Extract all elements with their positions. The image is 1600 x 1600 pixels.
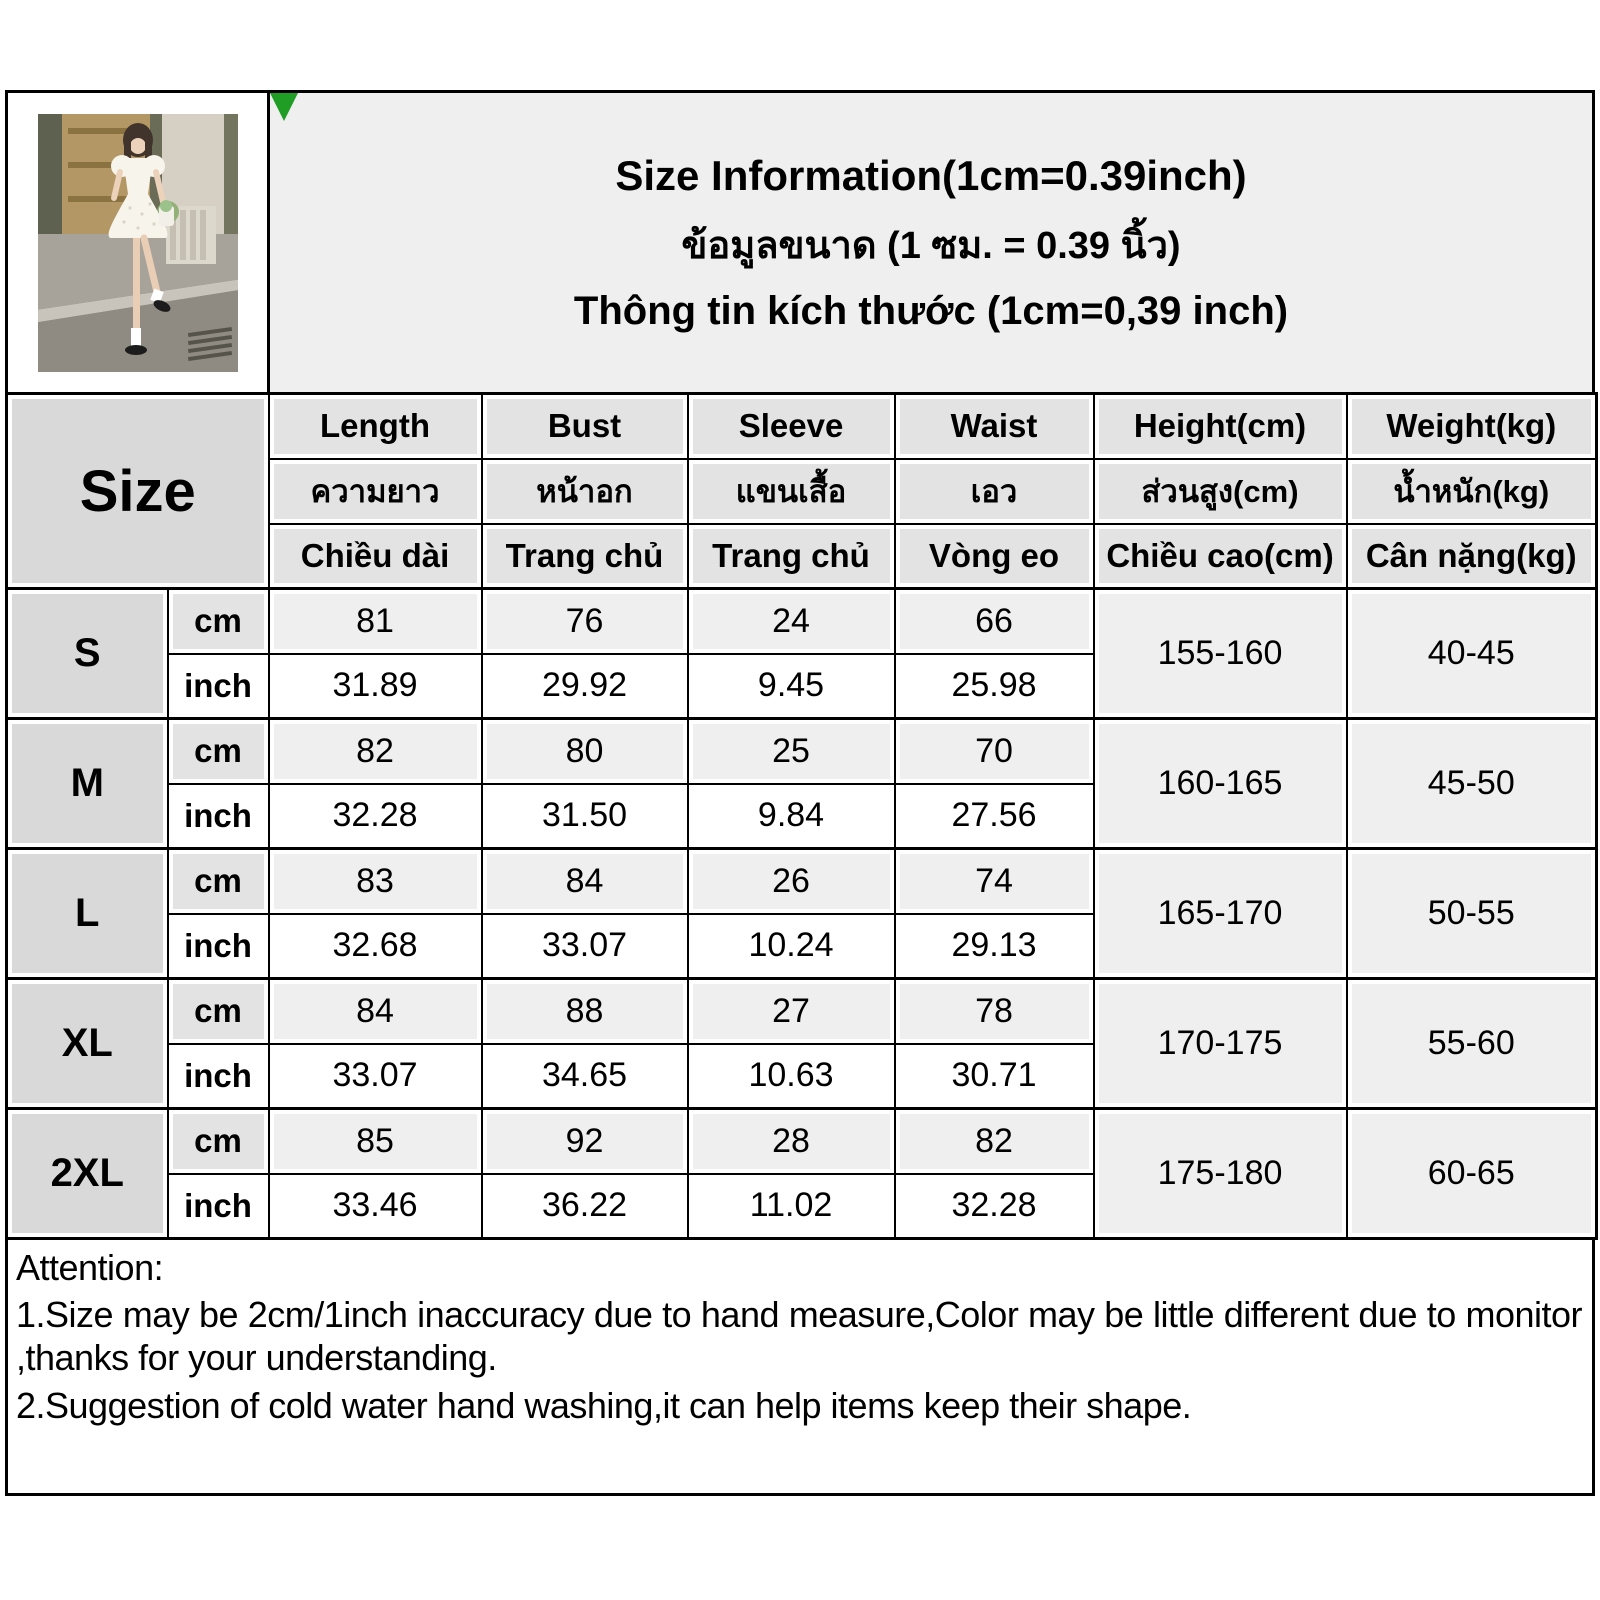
cell-xl-cm-bust: 88 (482, 979, 688, 1044)
row-2xl-cm (7, 1109, 1597, 1174)
size-label-s: S (7, 589, 168, 719)
cell-2xl-inch-sleeve: 11.02 (688, 1174, 895, 1239)
title-thai: ข้อมูลขนาด (1 ซม. = 0.39 นิ้ว) (681, 224, 1181, 267)
cell-xl-weight: 55-60 (1347, 979, 1597, 1109)
header-length-vi: Chiều dài (269, 524, 482, 589)
cell-m-height: 160-165 (1094, 719, 1347, 849)
cell-xl-inch-bust: 34.65 (482, 1044, 688, 1109)
unit-2xl-inch: inch (168, 1174, 269, 1239)
cell-l-cm-bust: 84 (482, 849, 688, 914)
cell-l-inch-bust: 33.07 (482, 914, 688, 979)
title-english: Size Information(1cm=0.39inch) (615, 151, 1247, 199)
header-height-th: ส่วนสูง(cm) (1094, 459, 1347, 524)
header-weight-vi: Cân nặng(kg) (1347, 524, 1597, 589)
row-s-cm (7, 589, 1597, 654)
cell-l-cm-sleeve: 26 (688, 849, 895, 914)
header-height-vi: Chiều cao(cm) (1094, 524, 1347, 589)
cell-2xl-cm-bust: 92 (482, 1109, 688, 1174)
cell-m-inch-bust: 31.50 (482, 784, 688, 849)
cell-m-inch-waist: 27.56 (895, 784, 1094, 849)
size-chart-frame (5, 90, 1595, 1496)
cell-l-weight: 50-55 (1347, 849, 1597, 979)
cell-s-weight: 40-45 (1347, 589, 1597, 719)
header-waist-th: เอว (895, 459, 1094, 524)
header-weight-th: น้ำหนัก(kg) (1347, 459, 1597, 524)
header-bust-vi: Trang chủ (482, 524, 688, 589)
cell-l-height: 165-170 (1094, 849, 1347, 979)
unit-xl-cm: cm (168, 979, 269, 1044)
cell-m-cm-sleeve: 25 (688, 719, 895, 784)
cell-m-cm-bust: 80 (482, 719, 688, 784)
cell-xl-inch-sleeve: 10.63 (688, 1044, 895, 1109)
header-sleeve-en: Sleeve (688, 394, 895, 459)
cell-2xl-weight: 60-65 (1347, 1109, 1597, 1239)
header-waist-en: Waist (895, 394, 1094, 459)
cell-s-height: 155-160 (1094, 589, 1347, 719)
cell-2xl-cm-waist: 82 (895, 1109, 1094, 1174)
unit-m-inch: inch (168, 784, 269, 849)
unit-xl-inch: inch (168, 1044, 269, 1109)
header-waist-vi: Vòng eo (895, 524, 1094, 589)
header-bust-en: Bust (482, 394, 688, 459)
cell-xl-cm-length: 84 (269, 979, 482, 1044)
attention-note-1: 1.Size may be 2cm/1inch inaccuracy due to hand measure,Color may be little different due to monitor ,thanks for your understanding. (16, 1294, 1582, 1379)
cell-l-inch-waist: 29.13 (895, 914, 1094, 979)
header-length-th: ความยาว (269, 459, 482, 524)
size-corner-cell (7, 394, 269, 589)
row-l-cm (7, 849, 1597, 914)
cell-m-weight: 45-50 (1347, 719, 1597, 849)
unit-s-cm: cm (168, 589, 269, 654)
product-photo (38, 114, 238, 372)
size-label-2xl: 2XL (7, 1109, 168, 1239)
size-label-xl: XL (7, 979, 168, 1109)
cell-2xl-cm-length: 85 (269, 1109, 482, 1174)
cell-m-cm-length: 82 (269, 719, 482, 784)
unit-s-inch: inch (168, 654, 269, 719)
cell-s-inch-waist: 25.98 (895, 654, 1094, 719)
attention-heading: Attention: (16, 1247, 164, 1288)
size-table (5, 392, 1598, 1240)
cell-xl-cm-waist: 78 (895, 979, 1094, 1044)
cell-2xl-inch-length: 33.46 (269, 1174, 482, 1239)
unit-m-cm: cm (168, 719, 269, 784)
photo-cell (8, 93, 270, 392)
size-label-m: M (7, 719, 168, 849)
cell-s-cm-waist: 66 (895, 589, 1094, 654)
title-cell (270, 93, 1592, 392)
cell-xl-inch-length: 33.07 (269, 1044, 482, 1109)
size-label-l: L (7, 849, 168, 979)
cell-s-cm-bust: 76 (482, 589, 688, 654)
cell-s-cm-length: 81 (269, 589, 482, 654)
cell-m-inch-length: 32.28 (269, 784, 482, 849)
unit-2xl-cm: cm (168, 1109, 269, 1174)
cell-s-inch-length: 31.89 (269, 654, 482, 719)
title-vietnamese: Thông tin kích thước (1cm=0,39 inch) (573, 288, 1289, 333)
top-section (5, 90, 1595, 392)
attention-note-2: 2.Suggestion of cold water hand washing,it can help items keep their shape. (16, 1384, 1192, 1426)
cell-m-inch-sleeve: 9.84 (688, 784, 895, 849)
row-xl-cm (7, 979, 1597, 1044)
header-height-en: Height(cm) (1094, 394, 1347, 459)
cell-s-inch-sleeve: 9.45 (688, 654, 895, 719)
cell-s-inch-bust: 29.92 (482, 654, 688, 719)
cell-xl-height: 170-175 (1094, 979, 1347, 1109)
cell-2xl-inch-bust: 36.22 (482, 1174, 688, 1239)
unit-l-cm: cm (168, 849, 269, 914)
cell-xl-inch-waist: 30.71 (895, 1044, 1094, 1109)
cell-2xl-height: 175-180 (1094, 1109, 1347, 1239)
header-weight-en: Weight(kg) (1347, 394, 1597, 459)
cell-l-inch-length: 32.68 (269, 914, 482, 979)
header-sleeve-th: แขนเสื้อ (688, 459, 895, 524)
cell-2xl-inch-waist: 32.28 (895, 1174, 1094, 1239)
cell-l-cm-waist: 74 (895, 849, 1094, 914)
unit-l-inch: inch (168, 914, 269, 979)
header-bust-th: หน้าอก (482, 459, 688, 524)
cell-s-cm-sleeve: 24 (688, 589, 895, 654)
header-sleeve-vi: Trang chủ (688, 524, 895, 589)
cell-xl-cm-sleeve: 27 (688, 979, 895, 1044)
row-m-cm (7, 719, 1597, 784)
size-corner-label: Size (79, 458, 196, 524)
corner-marker-triangle (270, 93, 298, 121)
cell-2xl-cm-sleeve: 28 (688, 1109, 895, 1174)
attention-section (5, 1240, 1595, 1496)
header-length-en: Length (269, 394, 482, 459)
cell-m-cm-waist: 70 (895, 719, 1094, 784)
cell-l-cm-length: 83 (269, 849, 482, 914)
header-row-en (7, 394, 1597, 459)
cell-l-inch-sleeve: 10.24 (688, 914, 895, 979)
